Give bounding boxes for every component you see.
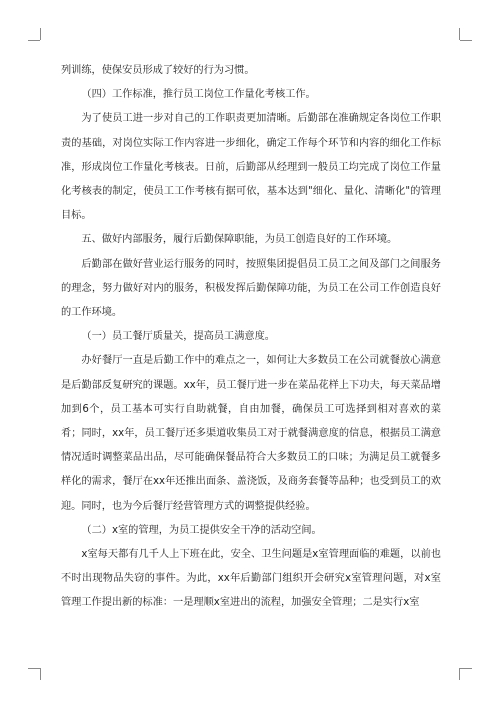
document-body xyxy=(61,59,441,616)
paragraph-internal-service: 后勤部在做好营业运行服务的同时，按照集团提倡员工员工之间及部门之间服务的理念，努力做好对内的服务，积极发挥后勤保障功能，为员工在公司工作创造良好的工作环境。 xyxy=(61,258,441,319)
subsection-heading-canteen: （一）员工餐厅质量关，提高员工满意度。 xyxy=(81,331,275,343)
crop-mark-top-left-horizontal xyxy=(28,40,40,41)
crop-mark-bottom-right-vertical xyxy=(459,668,460,680)
crop-mark-top-right-horizontal xyxy=(460,40,472,41)
crop-mark-top-left-vertical xyxy=(40,28,41,40)
crop-mark-bottom-right-horizontal xyxy=(460,668,472,669)
paragraph-canteen: 办好餐厅一直是后勤工作中的难点之一，如何让大多数员工在公司就餐放心满意是后勤部反复研究的课题。xx年，员工餐厅进一步在菜品花样上下功夫，每天菜品增加到6个，员工基本可实行自助就餐，自由加餐，确保员工可选择到相对喜欢的菜肴；同时，xx年，员工餐厅还多渠道收集员工对于就餐满意度的信息，根据员工满意情况适时调整菜品出品，尽可能确保餐品符合大多数员工的口味；为满足员工就餐多样化的需求，餐厅在xx年还推出面条、盖浇饭，及商务套餐等品种；也受到员工的欢迎。同时，也为今后餐厅经营管理方式的调整提供经验。 xyxy=(61,355,441,512)
section-heading-5: 五、做好内部服务，履行后勤保障职能，为员工创造良好的工作环境。 xyxy=(81,234,398,246)
paragraph-room-management: x室每天都有几千人上下班在此，安全、卫生问题是x室管理面临的难题，以前也不时出现物品失窃的事件。为此，xx年后勤部门组织开会研究x室管理问题，对x室管理工作提出新的标准：一是理顺x室进出的流程，加强安全管理；二是实行x室 xyxy=(61,549,441,609)
crop-mark-bottom-left-horizontal xyxy=(28,668,40,669)
subsection-heading-room: （二）x室的管理，为员工提供安全干净的活动空间。 xyxy=(81,524,322,536)
crop-mark-top-right-vertical xyxy=(459,28,460,40)
paragraph-continuation: 列训练，使保安员形成了较好的行为习惯。 xyxy=(61,65,255,76)
paragraph-job-standards: 为了使员工进一步对自己的工作职责更加清晰。后勤部在准确规定各岗位工作职责的基础，对岗位实际工作内容进一步细化，确定工作每个环节和内容的细化工作标准，形成岗位工作量化考核表。日前，后勤部从经理到一般员工均完成了岗位工作量化考核表的制定，使员工工作考核有据可依，基本达到"细化、量化、清晰化"的管理目标。 xyxy=(61,113,441,222)
section-heading-4: （四）工作标准，推行员工岗位工作量化考核工作。 xyxy=(81,89,316,101)
crop-mark-bottom-left-vertical xyxy=(40,668,41,680)
